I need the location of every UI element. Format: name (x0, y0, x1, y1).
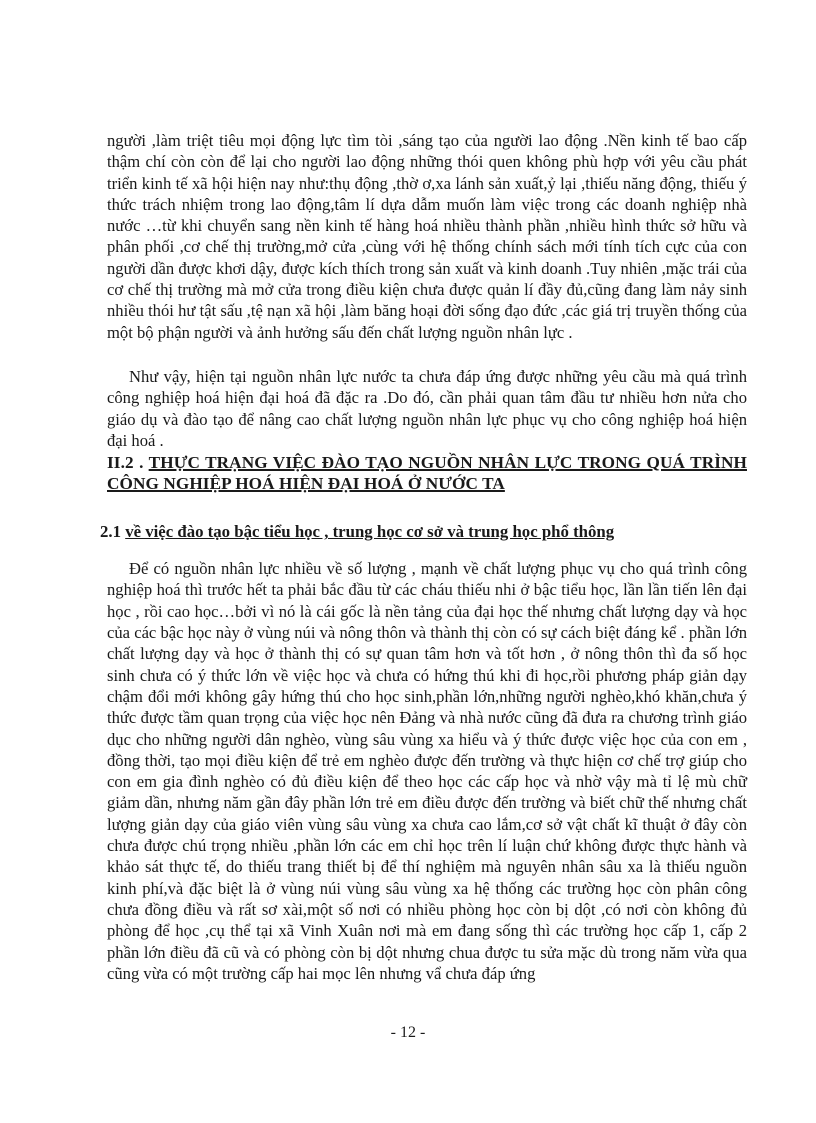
body-paragraph: Để có nguồn nhân lực nhiều về số lượng , mạnh về chất lượng phục vụ cho quá trình công nghiệp hoá thì trước hết ta phải bắc đầu từ các cháu thiếu nhi ở bậc tiểu học, lần lần tiến lên đại học , rồi cao học…bởi vì nó là cái gốc là nền tảng của đại học thế nhưng chất lượng dạy và học của các bậc học này ở vùng núi và nông thôn và thành thị còn có sự cách biệt đáng kể . phần lớn chất lượng dạy và học ở thành thị có sự quan tâm hơn và tốt hơn , ở nông thôn thì đa số học sinh chưa có ý thức lớn về việc học và chưa có hứng thú khi đi học,rồi phương pháp giản dạy chậm đổi mới không gây hứng thú cho học sinh,phần lớn,những người nghèo,khó khăn,chưa ý thức được tầm quan trọng của việc học nên Đảng và nhà nước cũng đã đưa ra chương trình giáo dục cho những người dân nghèo, vùng sâu vùng xa hiểu và ý thức được việc học của con em , đồng thời, tạo mọi điều kiện để trẻ em nghèo được đến trường và thực hiện cơ chế trợ giúp cho con em gia đình nghèo có đủ điều kiện để theo học các cấp học và nhờ vậy mà tỉ lệ mù chữ giảm dần, nhưng năm gần đây phần lớn trẻ em điều được đến trường và biết chữ thế nhưng chất lượng giản dạy của giáo viên vùng sâu vùng xa chưa cao lắm,cơ sở vật chất kĩ thuật ở đây còn chưa được chú trọng nhiều ,phần lớn các em chỉ học trên lí luận chứ không được thực hành và khảo sát thực tế, do thiếu trang thiết bị để thí nghiệm mà nguyên nhân sâu xa là thiếu nguồn kinh phí,và đặc biệt là ở vùng núi vùng sâu vùng xa hệ thống các trường học còn phân công chưa đồng điều và rất sơ xài,một số nơi có nhiều phòng học còn bị dột ,có nơi còn không đủ phòng để học ,cụ thể tại xã Vinh Xuân nơi mà em đang sống thì các trường học cấp 1, cấp 2 phần lớn điều đã cũ và có phòng còn bị dột nhưng chua được tu sửa mặc dù trong năm vừa qua cũng vừa có một trường cấp hai mọc lên nhưng vẩ chưa đáp ứng (107, 559, 747, 983)
page-number: - 12 - (390, 1024, 426, 1041)
subsection-heading (100, 521, 747, 542)
subsection-title: về việc đào tạo bậc tiểu học , trung học cơ sở và trung học phổ thông (125, 522, 615, 542)
section-heading (107, 453, 747, 494)
document-page (100, 130, 747, 984)
subsection-number: 2.1 (100, 522, 121, 542)
section-heading-text: THỰC TRẠNG VIỆC ĐÀO TẠO NGUỒN NHÂN LỰC TRONG QUÁ TRÌNH CÔNG NGHIỆP HOÁ HIỆN ĐẠI HOÁ Ở NƯỚC TA (107, 453, 747, 493)
body-paragraph: Như vậy, hiện tại nguồn nhân lực nước ta chưa đáp ứng được những yêu cầu mà quá trình công nghiệp hoá hiện đại hoá đã đặc ra .Do đó, cần phải quan tâm đầu tư nhiều hơn nửa cho giáo dụ và đào tạo để nâng cao chất lượng nguồn nhân lực phục vụ cho công nghiệp hoá hiện đại hoá . (107, 366, 747, 450)
body-paragraph: người ,làm triệt tiêu mọi động lực tìm tòi ,sáng tạo của người lao động .Nền kinh tế bao cấp thậm chí còn còn để lại cho người lao động những thói quen không phù hợp với yêu cầu phát triển kinh tế xã hội hiện nay như:thụ động ,thờ ơ,xa lánh sản xuất,ỷ lại ,thiếu năng động, thiếu ý thức trách nhiệm trong lao động,tâm lí dựa dẫm muốn làm việc trong các doanh nghiệp nhà nước …từ khi chuyển sang nền kinh tế hàng hoá nhiều thành phần ,nhiều hình thức sở hữu và phân phối ,cơ chế thị trường,mở cửa ,cùng với hệ thống chính sách mới tính tích cực của con người dần được khơi dậy, được kích thích trong sản xuất và kinh doanh .Tuy nhiên ,mặc trái của cơ chế thị trường mà mở cửa trong điều kiện chưa được quản lí đầy đủ,cũng đang làm nảy sinh nhiều thói hư tật sấu ,tệ nạn xã hội ,làm băng hoại đời sống đạo đức ,các giá trị truyền thống của một bộ phận người và ảnh hưởng sấu đến chất lượng nguồn nhân lực . (107, 131, 747, 342)
section-heading-number: II.2 . (107, 453, 144, 473)
